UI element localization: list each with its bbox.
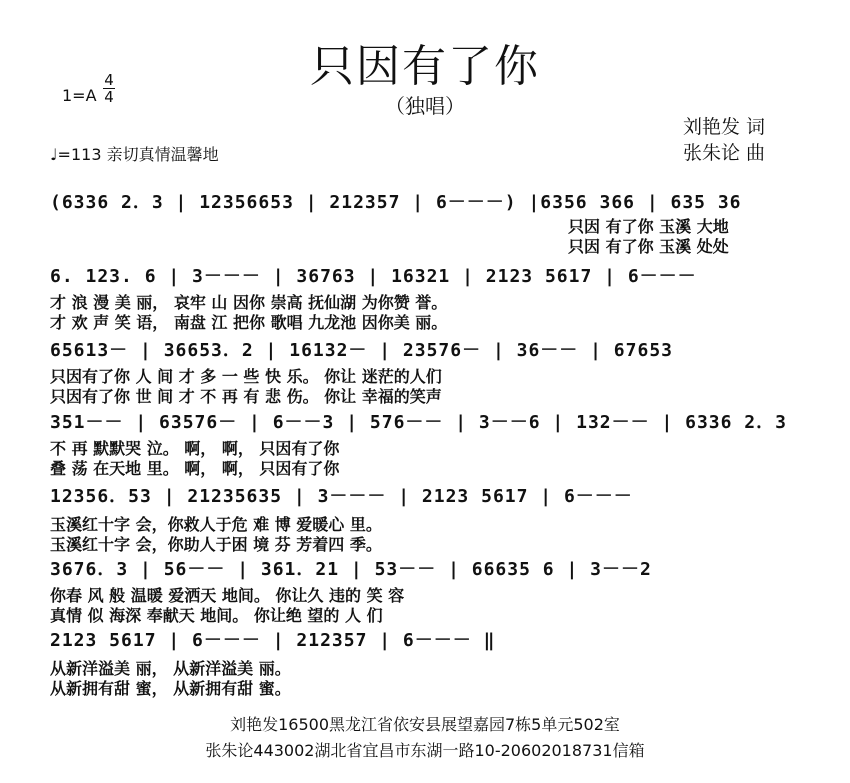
lyrics-verse-2: 叠 荡 在天地 里。 啊， 啊， 只因有了你: [50, 459, 340, 478]
lyrics-verse-2: 真情 似 海深 奉献天 地间。 你让绝 望的 人 们: [50, 606, 383, 625]
notation-line: 2123 5617 | 6－－－ | 212357 | 6－－－ ‖: [50, 630, 496, 651]
lyrics-verse-1: 只因有了你 人 间 才 多 一 些 快 乐。 你让 迷茫的人们: [50, 367, 442, 386]
key-signature: 1=A: [62, 86, 97, 105]
notation-line: 351－－ | 63576－ | 6－－3 | 576－－ | 3－－6 | 132－－ | 6336 2．3: [50, 412, 787, 433]
lyrics-verse-1: 你春 风 般 温暖 爱洒天 地间。 你让久 违的 笑 容: [50, 586, 405, 605]
notation-line: 65613－ | 36653．2 | 16132－ | 23576－ | 36－－ | 67653: [50, 340, 673, 361]
lyricist-address: 刘艳发16500黑龙江省依安县展望嘉园7栋5单元502室: [230, 715, 620, 734]
lyrics-verse-1: 从新洋溢美 丽， 从新洋溢美 丽。: [50, 659, 291, 678]
time-signature-bottom: 4: [104, 88, 114, 106]
notation-line: 6. 123. 6 | 3－－－ | 36763 | 16321 | 2123 5617 | 6－－－: [50, 266, 697, 287]
composer-address: 张朱论443002湖北省宜昌市东湖一路10-20602018731信箱: [205, 741, 645, 760]
lyrics-verse-2: 从新拥有甜 蜜， 从新拥有甜 蜜。: [50, 679, 291, 698]
tempo-marking: ♩=113 亲切真情温馨地: [50, 145, 219, 164]
notation-line: 3676．3 | 56－－ | 361．21 | 53－－ | 66635 6 | 3－－2: [50, 559, 652, 580]
notation-line: (6336 2．3 | 12356653 | 212357 | 6－－－) |6356 366 | 635 36: [50, 192, 742, 213]
lyrics-verse-2: 玉溪红十字 会，你助人于困 境 芬 芳着四 季。: [50, 535, 382, 554]
composer-credit: 张朱论 曲: [683, 142, 766, 164]
song-title: 只因有了你: [310, 41, 540, 92]
lyrics-verse-2: 只因 有了你 玉溪 处处: [568, 237, 729, 256]
song-subtitle: （独唱）: [385, 94, 465, 118]
lyrics-verse-1: 玉溪红十字 会，你救人于危 难 博 爱暖心 里。: [50, 515, 382, 534]
lyricist-credit: 刘艳发 词: [683, 116, 766, 138]
lyrics-verse-1: 不 再 默默哭 泣。 啊， 啊， 只因有了你: [50, 439, 340, 458]
notation-line: 12356．53 | 21235635 | 3－－－ | 2123 5617 | 6－－－: [50, 486, 633, 507]
lyrics-verse-1: 才 浪 漫 美 丽， 哀牢 山 因你 崇高 抚仙湖 为你赞 誉。: [50, 293, 448, 312]
lyrics-verse-1: 只因 有了你 玉溪 大地: [568, 217, 729, 236]
time-signature: [103, 72, 115, 105]
lyrics-verse-2: 只因有了你 世 间 才 不 再 有 悲 伤。 你让 幸福的笑声: [50, 387, 442, 406]
lyrics-verse-2: 才 欢 声 笑 语， 南盘 江 把你 歌唱 九龙池 因你美 丽。: [50, 313, 448, 332]
time-signature-top: 4: [104, 71, 114, 89]
